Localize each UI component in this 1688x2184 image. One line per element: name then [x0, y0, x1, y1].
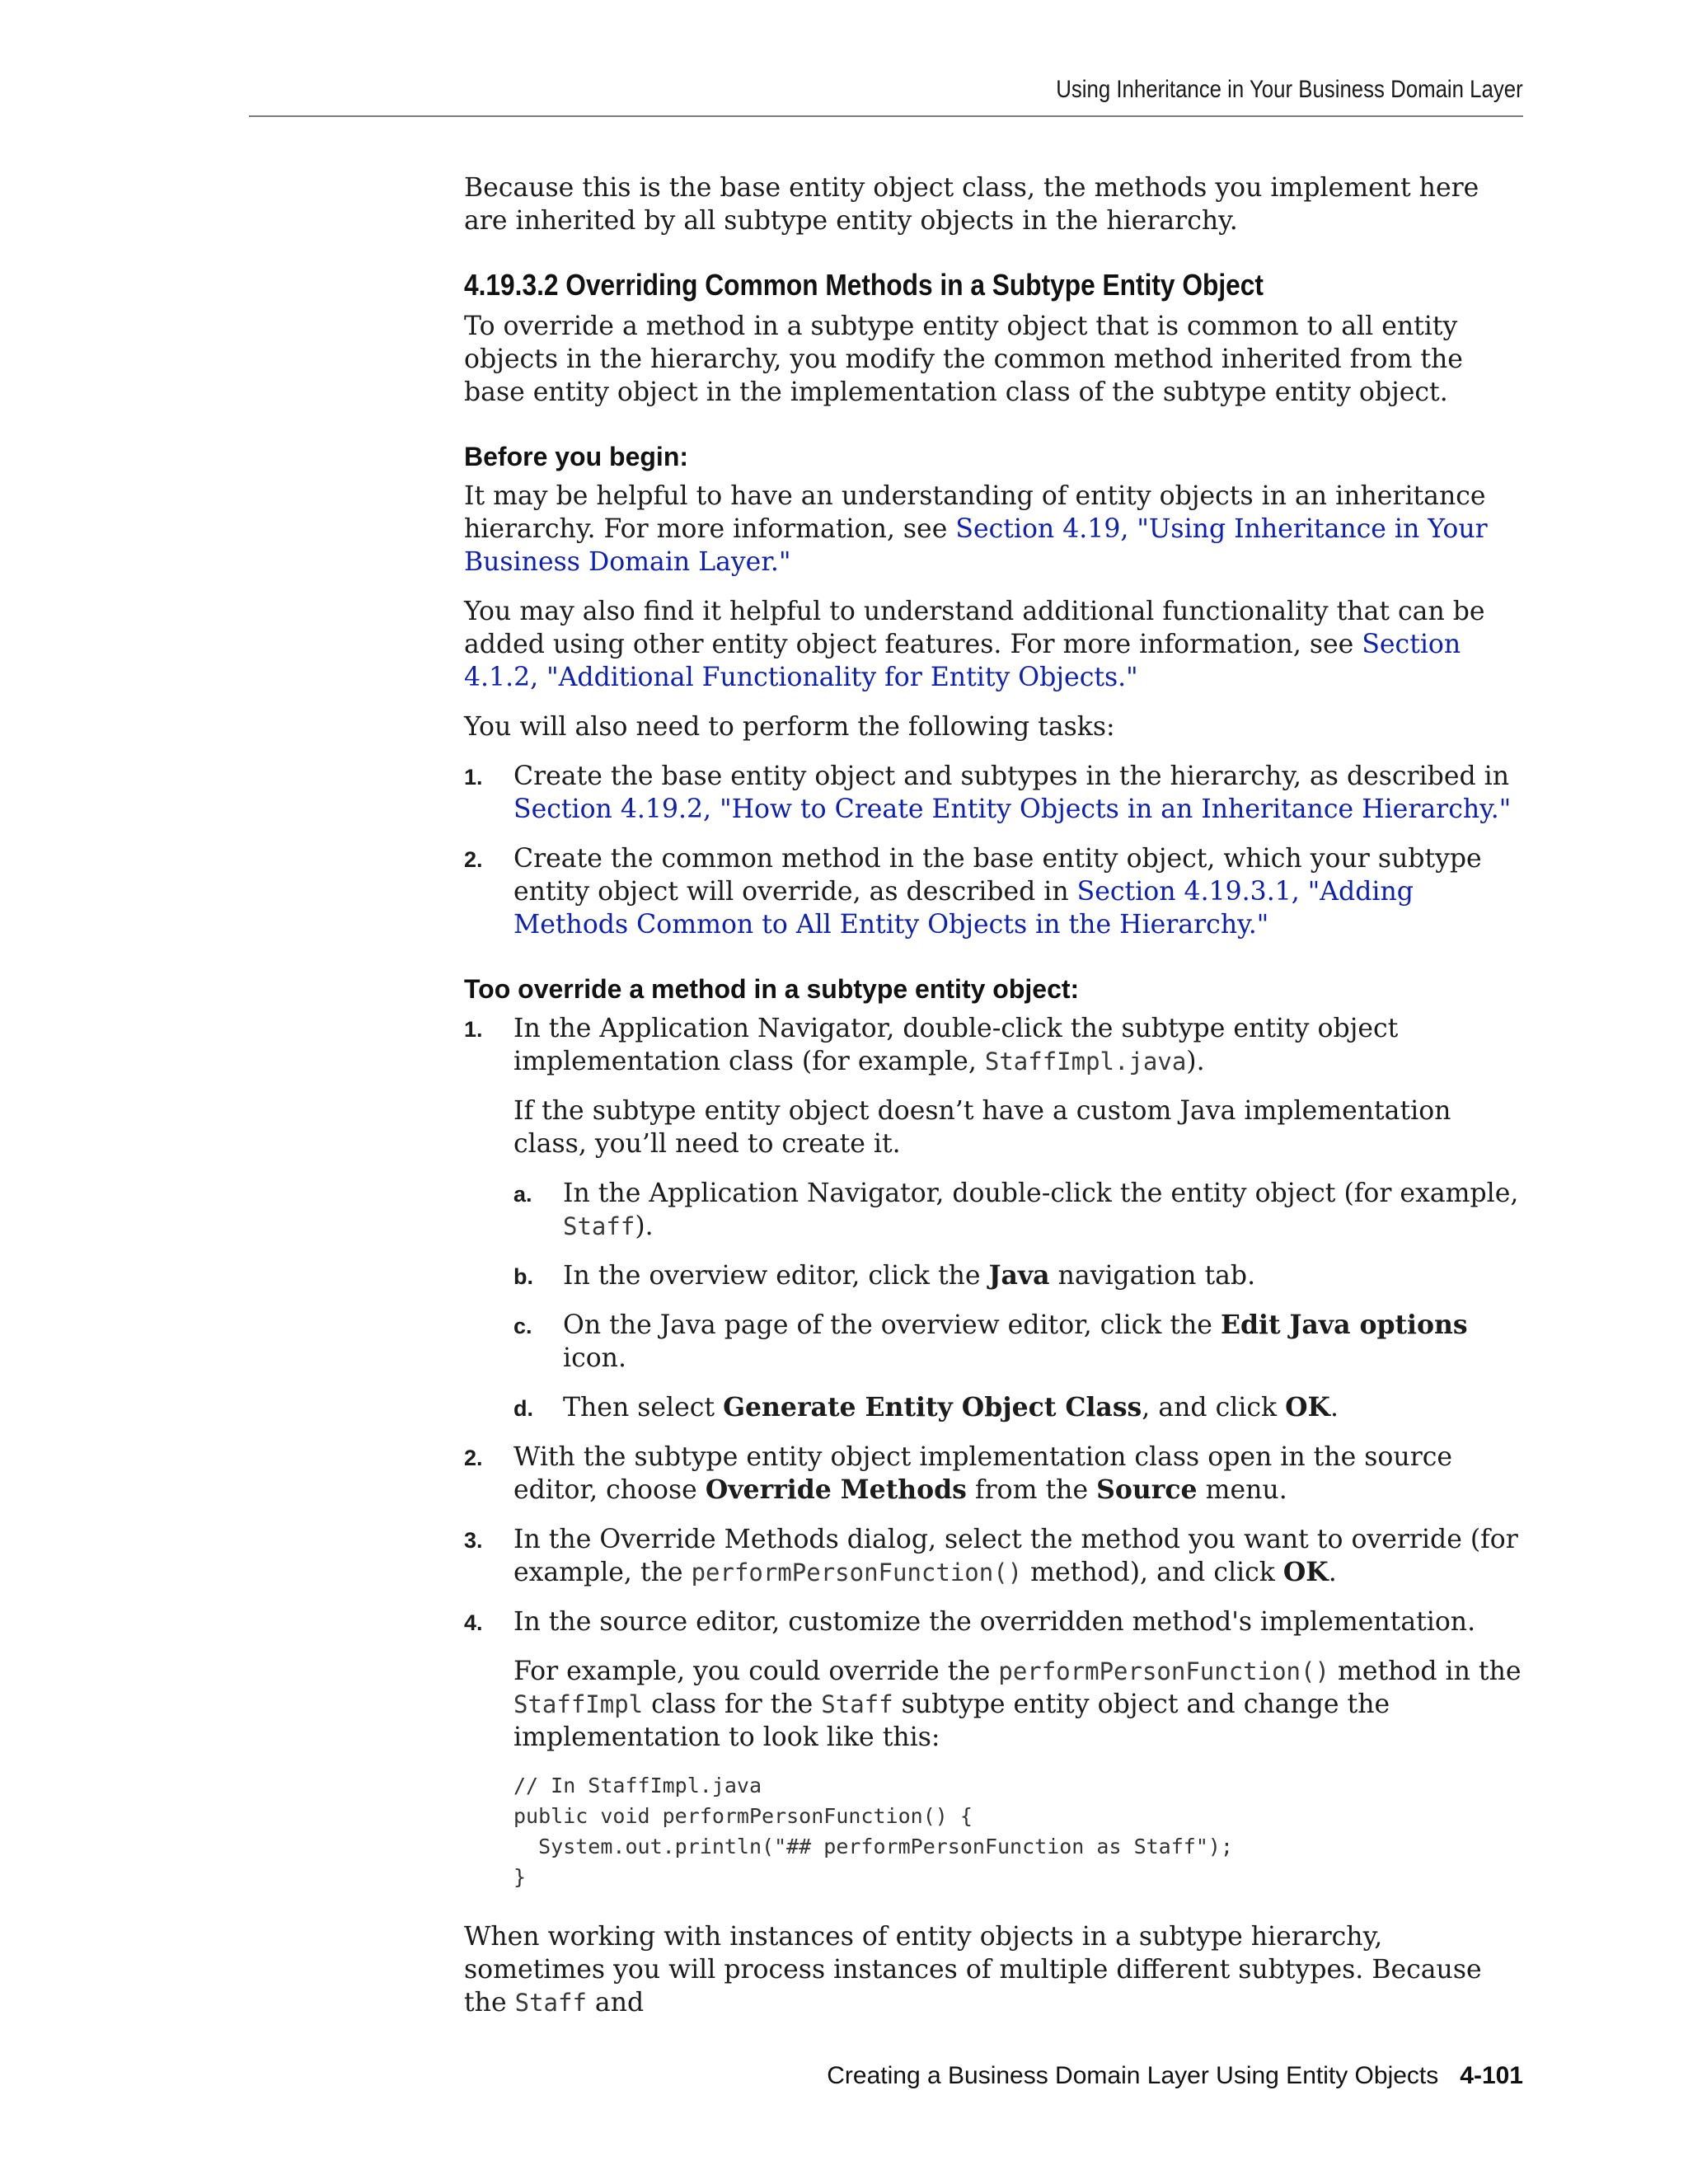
inline-code: StaffImpl.java: [984, 1047, 1187, 1076]
ui-term: Java: [988, 1260, 1050, 1291]
substep-letter: d.: [513, 1396, 533, 1421]
inline-code: Staff: [514, 1989, 587, 2017]
procedure-step-1: 1. In the Application Navigator, double-click the subtype entity object implementation class (for example, StaffImpl.java).: [464, 1014, 1399, 1076]
step-number: 4.: [464, 1610, 483, 1635]
closing-paragraph: When working with instances of entity objects in a subtype hierarchy, sometimes you will process instances of multiple different subtypes. Because the Staff and: [464, 1922, 1482, 2018]
substep-letter: c.: [513, 1314, 532, 1338]
step-number: 3.: [464, 1528, 483, 1553]
code-example: // In StaffImpl.java public void performPersonFunction() { System.out.println("## performPersonFunction as Staff"); }: [513, 1774, 1233, 1889]
ui-term: Override Methods: [705, 1474, 967, 1505]
ui-term: OK: [1282, 1557, 1329, 1587]
ui-term: Source: [1096, 1474, 1198, 1505]
step-1-note: If the subtype entity object doesn’t have a custom Java implementation class, you’ll need to create it.: [513, 1096, 1451, 1159]
step-number: 2.: [464, 1446, 483, 1470]
inline-code: performPersonFunction(): [998, 1657, 1329, 1685]
section-4-1-2-link[interactable]: Section 4.1.2, "Additional Functionality for Entity Objects.": [464, 630, 1461, 692]
section-4-19-2-link[interactable]: Section 4.19.2, "How to Create Entity Objects in an Inheritance Hierarchy.": [513, 794, 1512, 824]
section-4-19-3-1-link[interactable]: Section 4.19.3.1, "Adding Methods Common to All Entity Objects in the Hierarchy.": [513, 877, 1414, 940]
procedure-heading: Too override a method in a subtype entity object:: [464, 974, 1080, 1004]
substep-list: [464, 1177, 1527, 1424]
step-number: 1.: [464, 1017, 483, 1042]
before-you-begin-heading: Before you begin:: [464, 442, 689, 471]
task-item-2: 2. Create the common method in the base entity object, which your subtype entity object will override, as described in Section 4.19.3.1, "Adding Methods Common to All Entity Objects in the Hierarchy.": [464, 844, 1482, 940]
running-footer: [827, 2062, 1523, 2090]
task-number: 1.: [464, 765, 483, 790]
task-item-1: 1. Create the base entity object and subtypes in the hierarchy, as described in Section 4.19.2, "How to Create Entity Objects in an Inheritance Hierarchy.": [464, 762, 1512, 824]
inline-code: Staff: [821, 1690, 893, 1718]
page-content: [464, 171, 1527, 2036]
intro-paragraph: Because this is the base entity object class, the methods you implement here are inherited by all subtype entity objects in the hierarchy.: [464, 173, 1479, 236]
section-heading: 4.19.3.2 Overriding Common Methods in a Subtype Entity Object: [464, 268, 1264, 302]
before-paragraph-2: You may also find it helpful to understand additional functionality that can be added using other entity object features. For more information, see Section 4.1.2, "Additional Functionality for Entity Objects.": [464, 597, 1485, 692]
substep-letter: a.: [513, 1182, 532, 1207]
before-paragraph-3: You will also need to perform the following tasks:: [464, 712, 1115, 742]
substep-b: b. In the overview editor, click the Java navigation tab.: [513, 1259, 1527, 1292]
ui-term: Edit Java options: [1220, 1310, 1468, 1340]
step-4-example: For example, you could override the performPersonFunction() method in the StaffImpl class for the Staff subtype entity object and change the implementation to look like this:: [513, 1657, 1522, 1752]
ui-term: OK: [1285, 1392, 1330, 1422]
section-4-19-link[interactable]: Section 4.19, "Using Inheritance in Your Business Domain Layer.": [464, 514, 1488, 577]
substep-c: c. On the Java page of the overview editor, click the Edit Java options icon.: [513, 1310, 1468, 1373]
before-paragraph-1: It may be helpful to have an understanding of entity objects in an inheritance hierarchy. For more information, see Section 4.19, "Using Inheritance in Your Business Domain Layer.": [464, 481, 1488, 577]
procedure-step-3: 3. In the Override Methods dialog, select the method you want to override (for example, the performPersonFunction() method), and click OK.: [464, 1525, 1518, 1587]
procedure-step-2: 2. With the subtype entity object implementation class open in the source editor, choose Override Methods from the Source menu.: [464, 1442, 1453, 1505]
running-header: [249, 73, 1523, 117]
substep-d: d. Then select Generate Entity Object Class, and click OK.: [513, 1391, 1527, 1424]
substep-a: a. In the Application Navigator, double-click the entity object (for example, Staff).: [513, 1179, 1519, 1241]
inline-code: Staff: [563, 1212, 635, 1240]
substep-letter: b.: [513, 1264, 533, 1289]
section-intro: To override a method in a subtype entity object that is common to all entity objects in the hierarchy, you modify the common method inherited from the base entity object in the implementation class of the subtype entity object.: [464, 312, 1463, 407]
inline-code: performPersonFunction(): [691, 1558, 1023, 1586]
page-number: 4-101: [1460, 2062, 1523, 2089]
inline-code: StaffImpl: [513, 1690, 644, 1718]
footer-title: Creating a Business Domain Layer Using Entity Objects: [827, 2062, 1439, 2089]
task-number: 2.: [464, 847, 483, 872]
header-title: Using Inheritance in Your Business Domain Layer: [1056, 76, 1523, 103]
procedure-step-4: 4. In the source editor, customize the overridden method's implementation.: [464, 1605, 1527, 1638]
ui-term: Generate Entity Object Class: [723, 1392, 1142, 1422]
